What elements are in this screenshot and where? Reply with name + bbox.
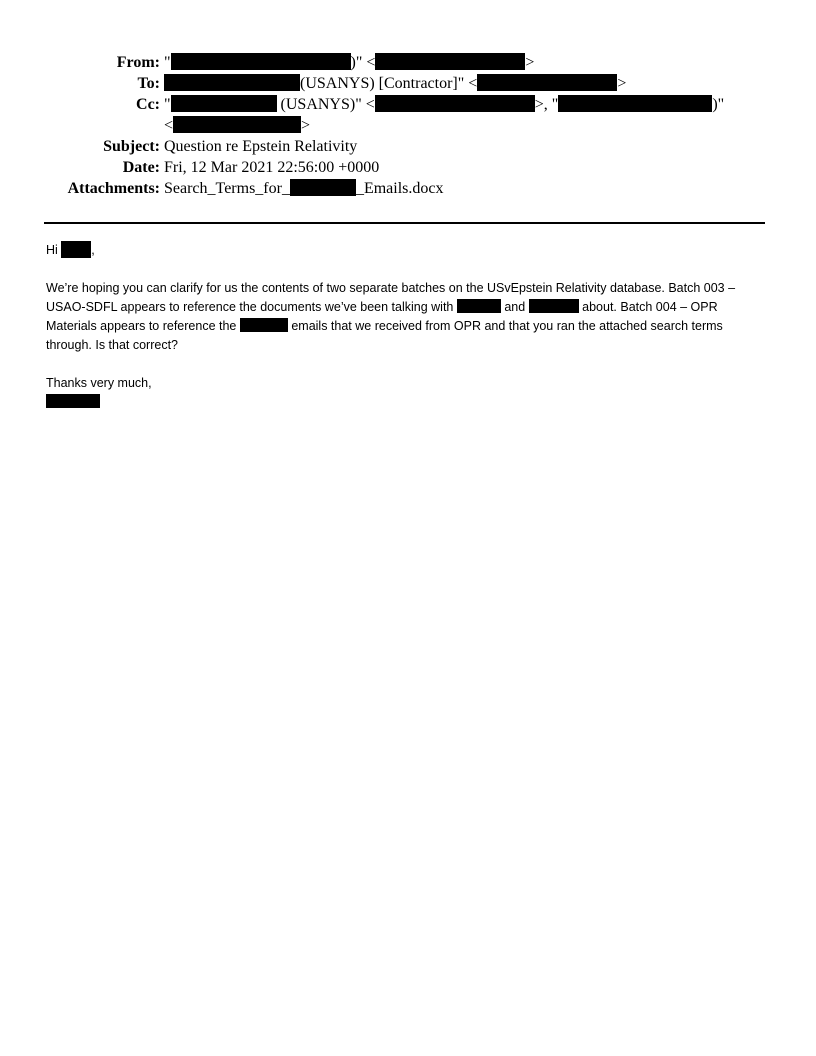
from-text: > [525,54,535,71]
paragraph-text: We’re hoping you can clarify for us the contents of two separate batches on the USvEpstein Relativity database. Batch 003 – USAO-SDFL appears to reference the documents we’ve been talking with [46,281,736,314]
cc-text: )" [712,96,725,113]
from-quote: " [164,54,171,71]
subject-value: Question re Epstein Relativity [164,138,358,155]
signature [46,393,766,412]
attachment-text: Search_Terms_for_ [164,180,290,197]
attachments-row [0,178,816,199]
attachments-label: Attachments: [67,180,160,197]
closing: Thanks very much, [46,376,152,390]
email-header [0,52,816,199]
from-row [0,52,816,73]
cc-continuation [164,115,310,136]
to-text: > [617,75,627,92]
redaction-block [529,299,579,313]
date-label: Date: [122,159,160,176]
paragraph-text: about. Batch 004 – OPR Materials appears to reference the [46,300,718,333]
redaction-block [173,116,301,133]
cc-continuation-row [0,115,816,136]
redaction-block [164,74,300,91]
greeting [46,241,766,260]
greeting-text: , [91,243,95,257]
redaction-block [290,179,356,196]
redaction-block [46,394,100,408]
cc-quote: " [164,96,171,113]
redaction-block [240,318,288,332]
subject-label: Subject: [103,138,160,155]
redaction-block [61,241,91,258]
cc-text: < [164,117,174,134]
redaction-block [457,299,501,313]
to-row [0,73,816,94]
to-label: To: [137,75,160,92]
email-body [46,241,766,412]
redaction-block [558,95,712,112]
cc-row [0,94,816,115]
attachment-text: _Emails.docx [355,180,444,197]
cc-text: > [301,117,311,134]
paragraph-text: and [500,300,529,314]
attachment-file [164,178,444,199]
redaction-block [171,53,351,70]
header-divider [44,222,765,224]
date-value: Fri, 12 Mar 2021 22:56:00 +0000 [164,159,380,176]
to-text: (USANYS) [Contractor]" < [300,75,478,92]
redaction-block [171,95,277,112]
greeting-text: Hi [46,243,62,257]
to-value [164,73,626,94]
from-text: )" < [350,54,376,71]
from-label: From: [116,54,160,71]
paragraph-text: emails that we received from OPR and that you ran the attached search terms through. Is that correct? [46,319,723,352]
paragraph-1 [46,279,766,355]
cc-text: >, " [534,96,559,113]
redaction-block [375,53,525,70]
subject-row [0,136,816,157]
cc-value [164,94,724,115]
date-row [0,157,816,178]
redaction-block [375,95,535,112]
cc-text: (USANYS)" < [276,96,375,113]
from-value [164,52,534,73]
redaction-block [477,74,617,91]
cc-label: Cc: [136,96,160,113]
